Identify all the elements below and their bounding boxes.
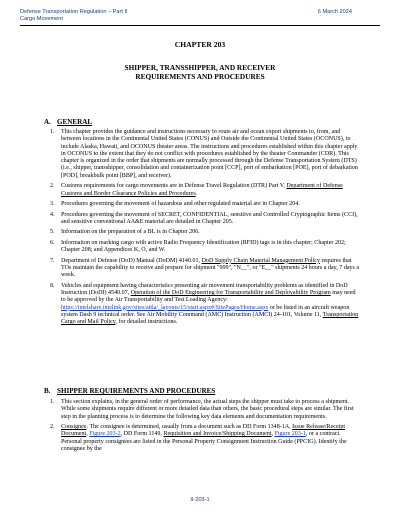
item-number: 6. bbox=[50, 239, 55, 246]
item-text: Information on marking cargo with active Radio Frequency Identification (RFID) tags is in this chapter; Chapter 202; Chapter 208; and Appendices K, O, and W. bbox=[61, 239, 346, 254]
item-number: 8. bbox=[50, 282, 55, 289]
section-a-list bbox=[50, 129, 361, 330]
list-item bbox=[50, 257, 361, 280]
item-number: 4. bbox=[50, 211, 55, 218]
item-number: 7. bbox=[50, 257, 55, 264]
item-number: 1. bbox=[50, 399, 55, 405]
item-text: Procedures governing the movement of SECRET, CONFIDENTIAL, sensitive and Controlled Cryptographic Items (CCI), and sensitive conventional AA&E material are detailed in Chapter 205. bbox=[61, 211, 358, 225]
item-text: This section explains, in the general order of performance, the actual steps the shipper must take to process a shipment. While some shipments require different or more detailed data than others, the basic procedural steps are similar. The first step in the planning process is to determine the following key data elements and documentation requirements. bbox=[61, 399, 354, 420]
header-part-title: Cargo Movement bbox=[20, 16, 63, 22]
section-b-heading bbox=[44, 387, 215, 395]
referenced-title: Issue Release/Receipt Document bbox=[61, 424, 346, 438]
item-number: 3. bbox=[50, 201, 55, 208]
chapter-title-line-1: SHIPPER, TRANSSHIPPER, AND RECEIVER bbox=[124, 63, 276, 72]
list-item bbox=[50, 201, 361, 208]
list-item bbox=[50, 424, 361, 453]
figure-link[interactable]: Figure 203-1 bbox=[274, 431, 306, 438]
item-number: 1. bbox=[50, 129, 55, 135]
item-text: or be listed in an aircraft weapon system Dash 9 technical order. See Air Mobility Command (AMC) Instruction (AMCI) 24-101, Volume 11, bbox=[61, 304, 350, 318]
referenced-title: DoD Supply Chain Material Management Policy bbox=[201, 257, 320, 264]
list-item bbox=[50, 239, 361, 255]
section-title: GENERAL bbox=[57, 118, 93, 126]
list-item bbox=[50, 129, 361, 180]
figure-link[interactable]: Figure 203-2 bbox=[89, 431, 121, 438]
section-b-list bbox=[50, 399, 361, 456]
header-date: 6 March 2024 bbox=[317, 9, 352, 15]
item-number: 5. bbox=[50, 229, 55, 236]
list-item bbox=[50, 229, 361, 236]
item-text: , bbox=[86, 431, 90, 438]
list-item bbox=[50, 399, 361, 421]
referenced-title: Operation of the DoD Engineering for Transportability and Deployability Program bbox=[130, 289, 331, 296]
item-text: Procedures governing the movement of hazardous and other regulated material are in Chapter 204. bbox=[61, 201, 300, 208]
chapter-number: CHAPTER 203 bbox=[174, 40, 226, 49]
item-text: requires that TOs maintain the capability to receive and prepare for shipment "999", "N__", or "E__" shipments 24 hours a day, 7 days a week. bbox=[61, 257, 360, 279]
item-text: , DD Form 1149, bbox=[120, 431, 164, 438]
item-text: Customs requirements for cargo movements are in Defense Travel Regulation (DTR) Part V, bbox=[61, 183, 287, 190]
page-number: II-203-1 bbox=[190, 497, 210, 503]
referenced-title: Requisition and Invoice/Shipping Document bbox=[163, 431, 272, 438]
attla-link[interactable]: https://intelshare.intelink.gov/sites/attla/_layouts/15/start.aspx#/SitePages/Home.aspx bbox=[61, 304, 269, 311]
referenced-title: Department of Defense Customs and Border Clearance Policies and Procedures bbox=[61, 183, 343, 197]
chapter-title bbox=[20, 63, 380, 82]
running-header-left bbox=[20, 9, 128, 23]
item-number: 2. bbox=[50, 424, 55, 431]
item-text: Information on the preparation of a BL is in Chapter 206. bbox=[61, 229, 200, 236]
item-text: . bbox=[195, 190, 198, 197]
section-letter: B. bbox=[44, 387, 51, 395]
item-number: 2. bbox=[50, 183, 55, 190]
item-text: This chapter provides the guidance and instructions necessary to route air and ocean export shipments to, from, and between locations in the Continental United States (CONUS) and Outside the Continental United States (OCONUS), to include Alaska, Hawaii, and OCONUS theater areas. The instructions and procedures established within this chapter apply in OCONUS to the extent that they do not conflict with procedures established by the theater Commander (CDR). This chapter is organized in the order that shipments are normally processed through the Defense Transportation System (DTS) (i.e., shipper, transshipper, consolidation and containerization point [CCP], port of embarkation [POE], port of debarkation [POD], breakbulk point [BBP], and receiver). bbox=[61, 129, 358, 179]
item-text: may need to be approved by the Air Transportability and Test Loading Agency: bbox=[61, 289, 356, 304]
referenced-title: Transportation Cargo and Mail Policy bbox=[61, 311, 359, 326]
list-item bbox=[50, 282, 361, 327]
section-a-heading bbox=[44, 118, 92, 126]
term-consignee: Consignee bbox=[61, 424, 87, 431]
section-title: SHIPPER REQUIREMENTS AND PROCEDURES bbox=[57, 387, 216, 395]
item-text: . The consignee is determined, usually from a document such as DD Form 1348-1A, bbox=[86, 424, 293, 431]
item-text: , or a contract. Personal property consignees are listed in the Personal Property Consignment Instruction Guide (PPCIG). Identify the consignee by the bbox=[61, 431, 347, 452]
header-regulation-title: Defense Transportation Regulation – Part II bbox=[20, 9, 128, 15]
item-text: , for detailed instructions. bbox=[115, 319, 178, 326]
header-divider bbox=[20, 25, 380, 26]
chapter-title-line-2: REQUIREMENTS AND PROCEDURES bbox=[135, 72, 265, 82]
section-letter: A. bbox=[44, 118, 51, 126]
list-item bbox=[50, 183, 361, 198]
item-text: Department of Defense (DoD) Manual (DoDM) 4140.01, bbox=[61, 257, 202, 264]
list-item bbox=[50, 211, 361, 227]
item-text: Vehicles and equipment having characteristics presenting air movement transportability problems as identified in DoD Instruction (DoDI) 4540.07, bbox=[61, 282, 348, 296]
item-text: , bbox=[271, 431, 275, 438]
